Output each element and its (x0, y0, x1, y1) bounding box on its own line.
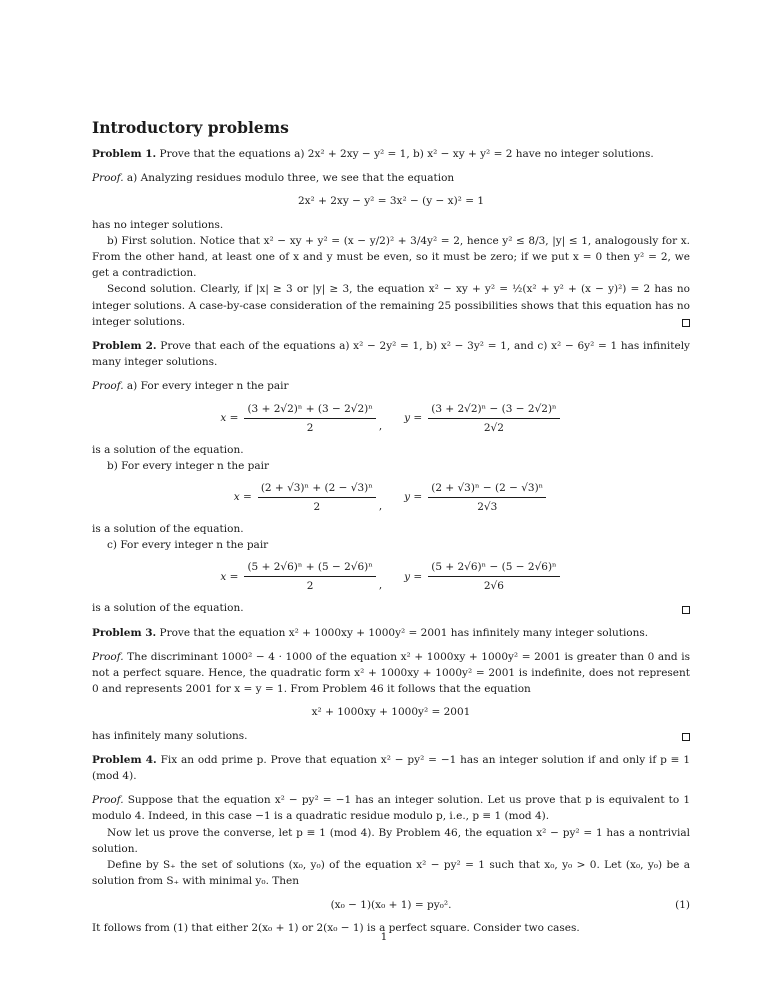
proof-3-text: The discriminant 1000² − 4 · 1000 of the equation x² + 1000xy + 1000y² = 2001 is greater than 0 and is not a perfect square. Hence, the quadratic form x² + 1000xy + 1000y² = 2001 is indefinite, does not represent 0 and represents 2001 for x = y = 1. From Problem 46 it follows that the equation (92, 650, 690, 696)
proof-3-label: Proof. (92, 650, 124, 663)
equation-6-text: (x₀ − 1)(x₀ + 1) = py₀². (330, 898, 452, 911)
display-equation-5 (92, 704, 690, 720)
section-heading: Introductory problems (92, 118, 289, 137)
problem-2-after-b: is a solution of the equation. (92, 523, 244, 536)
proof-1-label: Proof. (92, 172, 124, 185)
problem-2-after-a: is a solution of the equation. (92, 443, 244, 456)
display-equation-2 (92, 402, 690, 435)
fraction-numerator: (5 + 2√6)ⁿ + (5 − 2√6)ⁿ (244, 560, 375, 577)
qed-box-icon (682, 733, 690, 741)
problem-2-text: Prove that each of the equations a) x² − 2y² = 1, b) x² − 3y² = 1, and c) x² − 6y² = 1 has infinitely many integer solutions. (92, 340, 690, 369)
problem-4-text: Fix an odd prime p. Prove that equation x² − py² = −1 has an integer solution if and only if p ≡ 1 (mod 4). (92, 753, 691, 783)
problem-2-intro-c: c) For every integer n the pair (107, 539, 269, 552)
proof-4-label: Proof. (92, 794, 124, 807)
problem-2-label: Problem 2. (92, 340, 157, 353)
qed-box-icon (682, 606, 690, 614)
problem-3-proof (92, 649, 690, 698)
problem-2-after-c-text: is a solution of the equation. (92, 602, 244, 615)
fraction-numerator: (3 + 2√2)ⁿ − (3 − 2√2)ⁿ (428, 402, 559, 419)
equation-4-separator: , (378, 579, 383, 592)
fraction-numerator: (2 + √3)ⁿ + (2 − √3)ⁿ (258, 481, 376, 498)
page-number: 1 (380, 931, 388, 943)
equation-2-y-lhs: y = (404, 412, 423, 425)
equation-3-separator: , (378, 499, 383, 512)
problem-1-proof-intro (92, 170, 690, 186)
problem-1-para-b1: b) First solution. Notice that x² − xy + y² = (x − y/2)² + 3/4y² = 2, hence y² ≤ 8/3, |y| ≤ 1, analogously for x. From the other hand, at least one of x and y must be even, so it must be zero; if we put x = 0 then y² = 2, we get a contradiction. (92, 234, 690, 280)
proof-2-label: Proof. (92, 380, 124, 393)
fraction (428, 402, 559, 435)
problem-1-after-eq: has no integer solutions. (92, 218, 224, 231)
equation-6-number: (1) (675, 898, 690, 911)
equation-4-y-lhs: y = (404, 570, 423, 583)
problem-2-intro-b: b) For every integer n the pair (107, 459, 270, 472)
problem-4-closing: It follows from (1) that either 2(x₀ + 1) or 2(x₀ − 1) is a perfect square. Consider two cases. (92, 921, 580, 934)
fraction-numerator: (3 + 2√2)ⁿ + (3 − 2√2)ⁿ (244, 402, 375, 419)
display-equation-4 (92, 560, 690, 593)
fraction (258, 481, 376, 514)
fraction (244, 402, 375, 435)
equation-4-x-lhs: x = (220, 570, 239, 583)
proof-1-text-a: a) Analyzing residues modulo three, we see that the equation (126, 172, 455, 185)
problem-3-after-eq-text: has infinitely many solutions. (92, 729, 248, 742)
display-equation-1 (92, 193, 690, 209)
problem-2-statement (92, 338, 690, 370)
problem-3-text: Prove that the equation x² + 1000xy + 1000y² = 2001 has infinitely many integer solutions. (159, 626, 649, 639)
equation-2-x-lhs: x = (220, 412, 239, 425)
problem-4-statement (92, 752, 690, 784)
fraction-numerator: (2 + √3)ⁿ − (2 − √3)ⁿ (428, 481, 546, 498)
fraction-denominator: 2√3 (477, 501, 498, 514)
problem-2-proof-intro (92, 378, 690, 394)
problem-1-label: Problem 1. (92, 148, 157, 160)
fraction-denominator: 2√6 (483, 580, 504, 593)
page-content (92, 118, 690, 936)
fraction (428, 481, 546, 514)
fraction-denominator: 2 (306, 580, 314, 593)
problem-4-proof-1 (92, 792, 690, 824)
equation-3-x-lhs: x = (233, 491, 252, 504)
problem-1-statement (92, 146, 690, 162)
problem-4-proof-3: Define by S₊ the set of solutions (x₀, y₀) of the equation x² − py² = 1 such that x₀, y₀ > 0. Let (x₀, y₀) be a solution from S₊ with minimal y₀. Then (92, 859, 690, 888)
problem-1-para-b2 (92, 281, 690, 330)
problem-3-statement (92, 625, 690, 641)
problem-2-after-c (92, 600, 690, 616)
problem-1-text: Prove that the equations a) 2x² + 2xy − y² = 1, b) x² − xy + y² = 2 have no integer solutions. (159, 148, 654, 160)
fraction-denominator: 2 (306, 421, 314, 434)
proof-2-intro-a: a) For every integer n the pair (126, 380, 289, 393)
fraction (428, 560, 559, 593)
fraction-numerator: (5 + 2√6)ⁿ − (5 − 2√6)ⁿ (428, 560, 559, 577)
problem-4-proof-2: Now let us prove the converse, let p ≡ 1 (mod 4). By Problem 46, the equation x² − py² = 1 has a nontrivial solution. (92, 826, 690, 855)
equation-3-y-lhs: y = (404, 491, 423, 504)
problem-3-after-eq (92, 728, 690, 744)
fraction-denominator: 2√2 (483, 421, 504, 434)
problem-3-label: Problem 3. (92, 626, 157, 639)
fraction (244, 560, 375, 593)
problem-1-para-b2-text: Second solution. Clearly, if |x| ≥ 3 or |y| ≥ 3, the equation x² − xy + y² = ½(x² + y² + (x − y)²) = 2 has no integer solutions. A case-by-case consideration of the remaining 25 possibilities shows that this equation has no integer solutions. (92, 283, 690, 328)
equation-1-text: 2x² + 2xy − y² = 3x² − (y − x)² = 1 (297, 195, 485, 208)
fraction-denominator: 2 (313, 501, 321, 514)
display-equation-6 (92, 897, 690, 913)
problem-4-label: Problem 4. (92, 753, 157, 766)
qed-box-icon (682, 319, 690, 327)
display-equation-3 (92, 481, 690, 514)
proof-4-text-1: Suppose that the equation x² − py² = −1 has an integer solution. Let us prove that p is equivalent to 1 modulo 4. Indeed, in this case −1 is a quadratic residue modulo p, i.e., p ≡ 1 (mod 4). (92, 794, 690, 823)
equation-5-text: x² + 1000xy + 1000y² = 2001 (311, 706, 471, 719)
equation-2-separator: , (378, 420, 383, 433)
